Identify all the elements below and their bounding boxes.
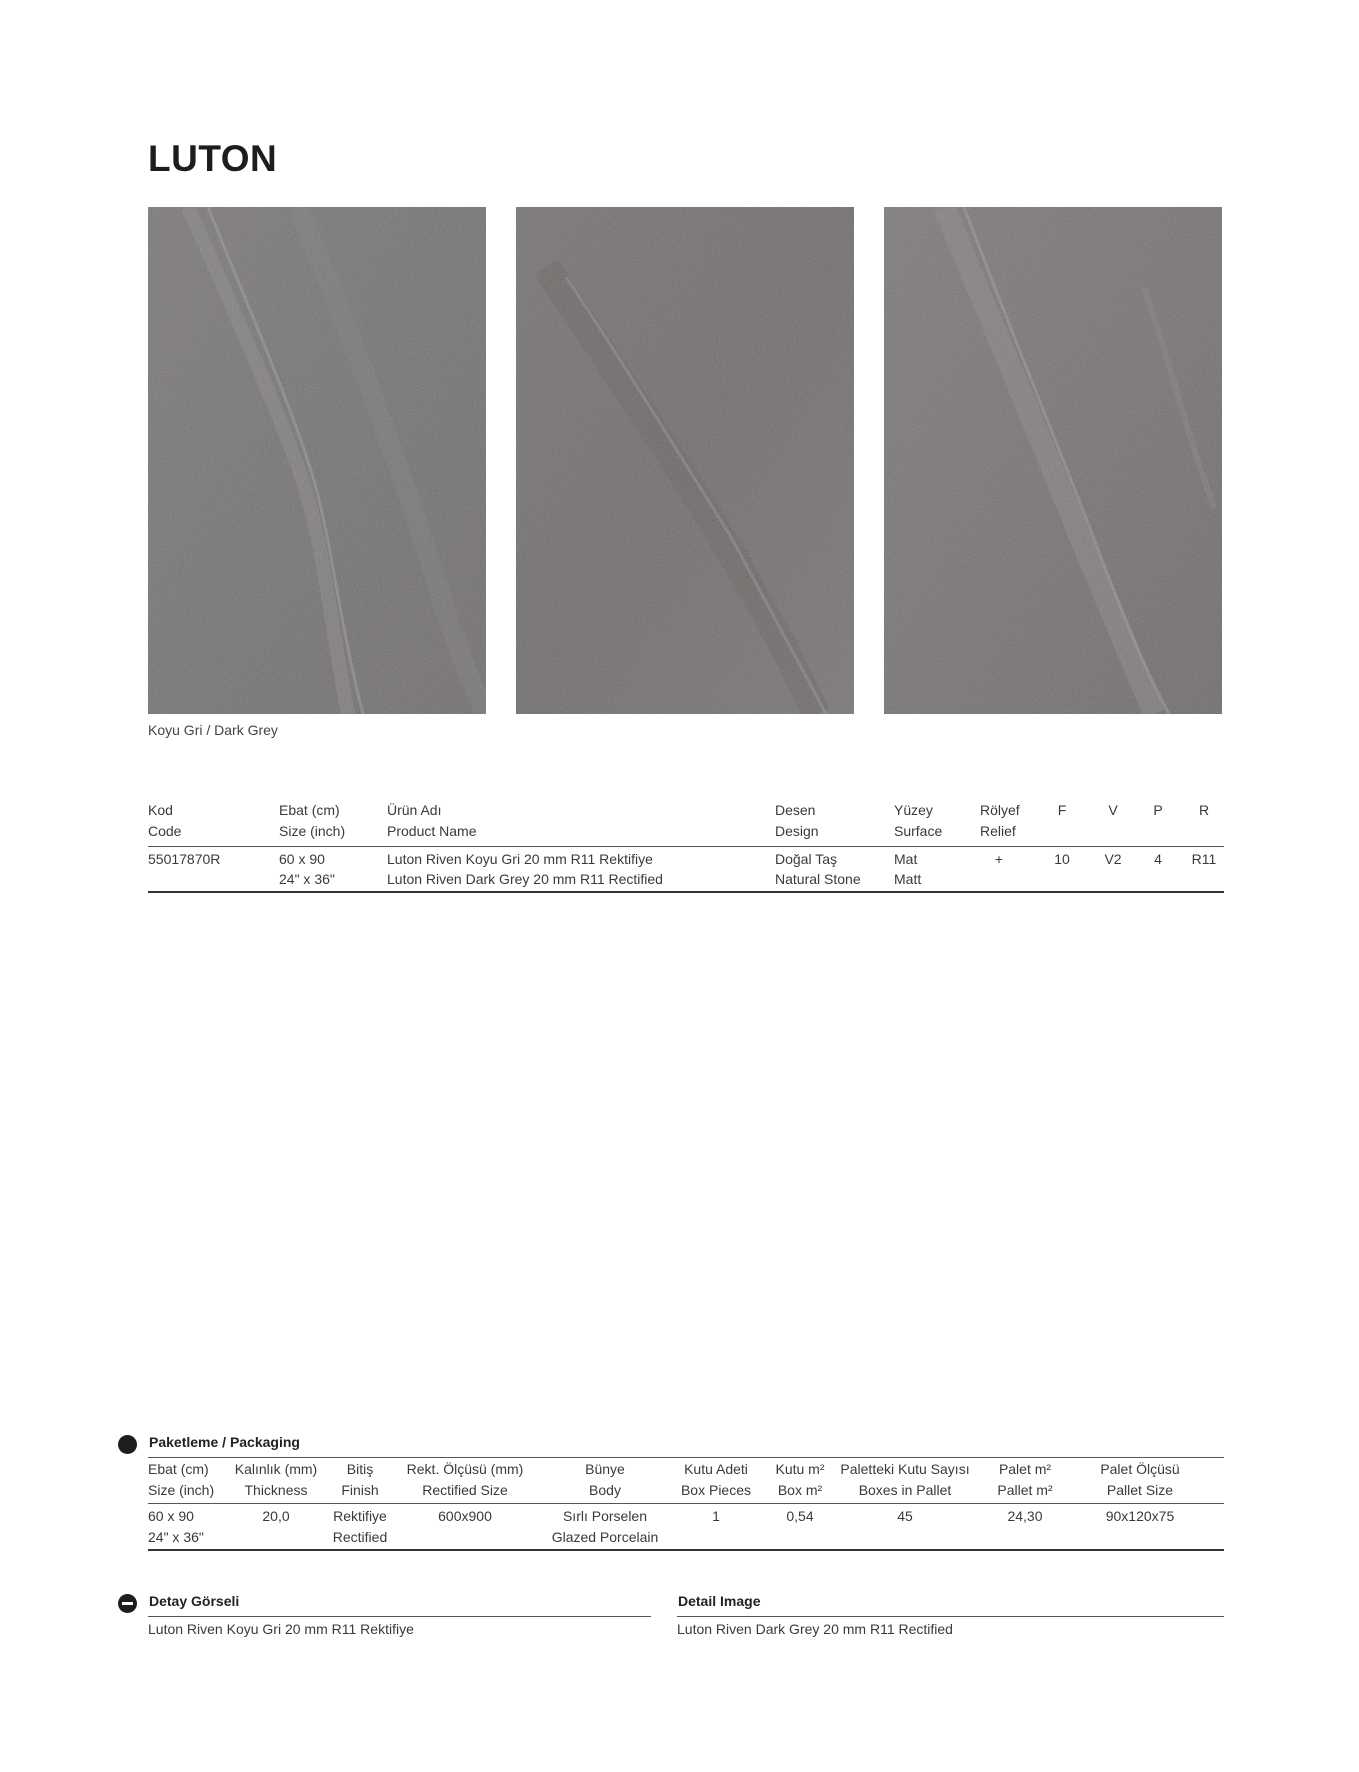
header-surface-en: Surface <box>894 823 943 839</box>
cell-p: 4 <box>1154 851 1162 867</box>
pk-header-finish-tr: Bitiş <box>346 1461 374 1477</box>
detail-text-tr: Luton Riven Koyu Gri 20 mm R11 Rektifiye <box>148 1621 414 1637</box>
detail-text-en: Luton Riven Dark Grey 20 mm R11 Rectified <box>677 1621 953 1637</box>
pk-cell-size-cm: 60 x 90 <box>148 1508 194 1524</box>
header-name-en: Product Name <box>387 823 477 839</box>
cell-relief: + <box>994 851 1004 867</box>
pk-header-thickness-tr: Kalınlık (mm) <box>234 1461 318 1477</box>
product-table-header-rule <box>148 846 1224 847</box>
header-size-tr: Ebat (cm) <box>279 802 340 818</box>
pk-header-boxpieces-en: Box Pieces <box>680 1482 752 1498</box>
pk-header-thickness-en: Thickness <box>244 1482 308 1498</box>
cell-surface-en: Matt <box>894 871 922 887</box>
pk-cell-body-en: Glazed Porcelain <box>551 1529 659 1545</box>
detail-title-en: Detail Image <box>678 1593 761 1609</box>
tile-color-caption: Koyu Gri / Dark Grey <box>148 722 278 738</box>
cell-name-tr: Luton Riven Koyu Gri 20 mm R11 Rektifiye <box>387 851 653 867</box>
pk-cell-thickness: 20,0 <box>262 1508 290 1524</box>
packaging-header-rule <box>148 1503 1224 1504</box>
pk-header-finish-en: Finish <box>341 1482 379 1498</box>
header-relief-tr: Rölyef <box>980 802 1020 818</box>
pk-header-boxpieces-tr: Kutu Adeti <box>684 1461 748 1477</box>
header-v: V <box>1108 802 1118 818</box>
pk-header-palletm2-tr: Palet m² <box>998 1461 1052 1477</box>
pk-cell-box-pieces: 1 <box>712 1508 720 1524</box>
pk-header-palletsize-en: Pallet Size <box>1106 1482 1174 1498</box>
detail-rule-en <box>677 1616 1224 1617</box>
header-design-en: Design <box>775 823 819 839</box>
header-code-tr: Kod <box>148 802 173 818</box>
header-name-tr: Ürün Adı <box>387 802 442 818</box>
packaging-title: Paketleme / Packaging <box>149 1434 300 1450</box>
pk-cell-body-tr: Sırlı Porselen <box>562 1508 648 1524</box>
pk-cell-finish-tr: Rektifiye <box>333 1508 387 1524</box>
cell-v: V2 <box>1104 851 1122 867</box>
tile-image-1 <box>148 207 486 714</box>
product-title: LUTON <box>148 138 278 179</box>
header-code-en: Code <box>148 823 182 839</box>
pk-cell-pallet-size: 90x120x75 <box>1105 1508 1175 1524</box>
header-f: F <box>1057 802 1067 818</box>
cell-design-en: Natural Stone <box>775 871 861 887</box>
cell-size-inch: 24" x 36" <box>279 871 335 887</box>
detail-title-tr: Detay Görseli <box>149 1593 240 1609</box>
pk-cell-boxes-pallet: 45 <box>897 1508 913 1524</box>
tile-image-2 <box>516 207 854 714</box>
detail-rule-tr <box>148 1616 651 1617</box>
pk-header-body-tr: Bünye <box>585 1461 625 1477</box>
pk-header-boxm2-en: Box m² <box>777 1482 823 1498</box>
header-relief-en: Relief <box>980 823 1016 839</box>
pk-header-size-tr: Ebat (cm) <box>148 1461 209 1477</box>
pk-header-size-en: Size (inch) <box>148 1482 215 1498</box>
pk-header-boxespallet-tr: Paletteki Kutu Sayısı <box>840 1461 970 1477</box>
pk-header-palletsize-tr: Palet Ölçüsü <box>1100 1461 1180 1477</box>
cell-design-tr: Doğal Taş <box>775 851 838 867</box>
cell-name-en: Luton Riven Dark Grey 20 mm R11 Rectified <box>387 871 663 887</box>
product-table-bottom-rule <box>148 891 1224 893</box>
pk-header-palletm2-en: Pallet m² <box>997 1482 1053 1498</box>
pk-cell-pallet-m2: 24,30 <box>1007 1508 1043 1524</box>
pk-header-rect-en: Rectified Size <box>422 1482 508 1498</box>
pk-header-body-en: Body <box>589 1482 621 1498</box>
detail-minus-icon <box>118 1594 137 1613</box>
header-surface-tr: Yüzey <box>894 802 933 818</box>
pk-cell-rect-size: 600x900 <box>438 1508 492 1524</box>
cell-surface-tr: Mat <box>894 851 918 867</box>
pk-cell-size-inch: 24" x 36" <box>148 1529 204 1545</box>
header-design-tr: Desen <box>775 802 816 818</box>
cell-code: 55017870R <box>148 851 221 867</box>
header-size-en: Size (inch) <box>279 823 346 839</box>
packaging-top-rule <box>148 1457 1224 1458</box>
packaging-bottom-rule <box>148 1549 1224 1551</box>
pk-header-boxespallet-en: Boxes in Pallet <box>858 1482 952 1498</box>
pk-header-rect-tr: Rekt. Ölçüsü (mm) <box>406 1461 524 1477</box>
pk-cell-finish-en: Rectified <box>332 1529 388 1545</box>
packaging-bullet-icon <box>118 1435 137 1454</box>
pk-header-boxm2-tr: Kutu m² <box>775 1461 825 1477</box>
header-p: P <box>1153 802 1163 818</box>
pk-cell-box-m2: 0,54 <box>786 1508 814 1524</box>
header-r: R <box>1198 802 1210 818</box>
cell-r: R11 <box>1191 851 1217 867</box>
cell-size-cm: 60 x 90 <box>279 851 325 867</box>
tile-image-3 <box>884 207 1222 714</box>
cell-f: 10 <box>1054 851 1070 867</box>
